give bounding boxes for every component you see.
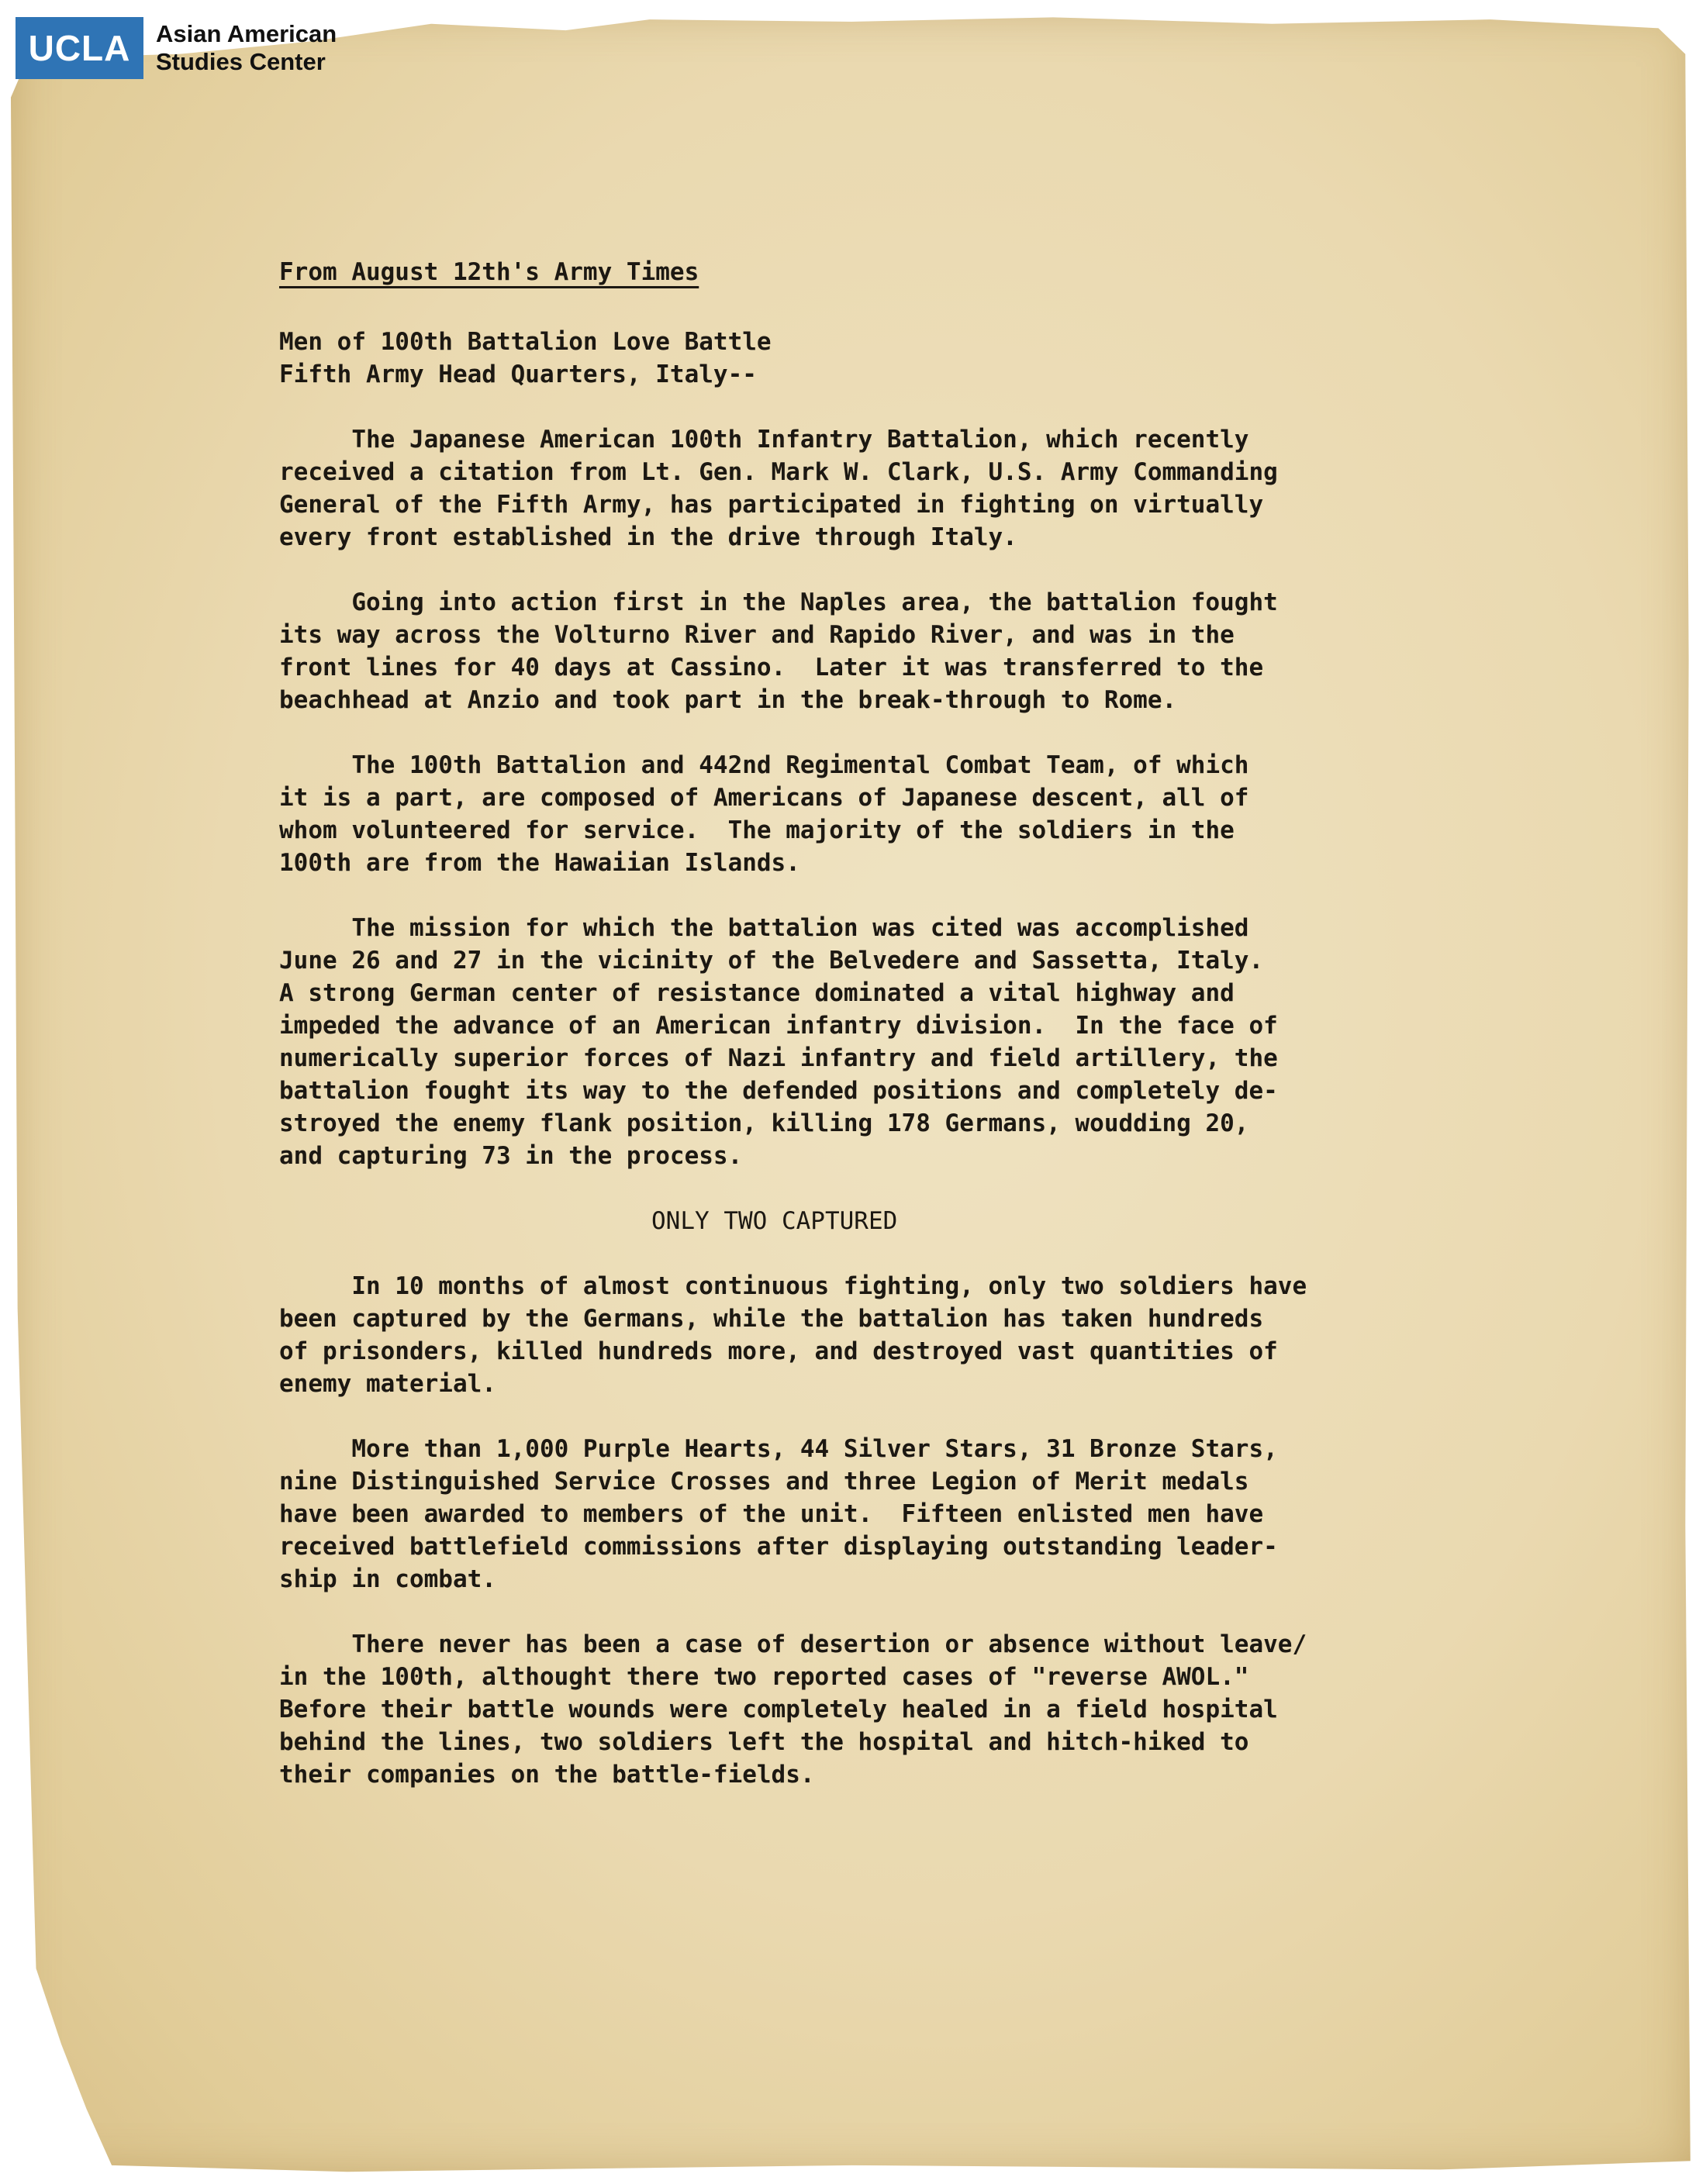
text-line: it is a part, are composed of Americans of Japanese descent, all of — [279, 784, 1249, 812]
text-line: beachhead at Anzio and took part in the break-through to Rome. — [279, 686, 1177, 714]
text-line: ship in combat. — [279, 1565, 496, 1593]
center-name-line1: Asian American — [156, 20, 337, 47]
dateline: Fifth Army Head Quarters, Italy-- — [279, 361, 757, 388]
center-name-line2: Studies Center — [156, 48, 326, 75]
text-line: behind the lines, two soldiers left the hospital and hitch-hiked to — [279, 1728, 1249, 1756]
text-line: their companies on the battle-fields. — [279, 1761, 815, 1789]
text-line: have been awarded to members of the unit. Fifteen enlisted men have — [279, 1500, 1264, 1528]
paragraph-campaign — [279, 586, 1442, 716]
text-line: The mission for which the battalion was cited was accomplished — [279, 914, 1249, 942]
text-line: enemy material. — [279, 1370, 496, 1398]
text-line: A strong German center of resistance dominated a vital highway and — [279, 979, 1235, 1007]
center-name — [156, 20, 337, 76]
text-line: Going into action first in the Naples area, the battalion fought — [279, 588, 1278, 616]
ucla-logo[interactable] — [16, 17, 337, 79]
subheading: ONLY TWO CAPTURED — [651, 1207, 898, 1235]
ucla-wordmark: UCLA — [16, 17, 143, 79]
text-line: its way across the Volturno River and Rapido River, and was in the — [279, 621, 1235, 649]
text-line: stroyed the enemy flank position, killing 178 Germans, woudding 20, — [279, 1109, 1249, 1137]
text-line: every front established in the drive through Italy. — [279, 523, 1017, 551]
text-line: received a citation from Lt. Gen. Mark W. Clark, U.S. Army Commanding — [279, 458, 1278, 486]
text-line: Before their battle wounds were completely healed in a field hospital — [279, 1696, 1278, 1723]
paragraph-awards — [279, 1433, 1442, 1596]
text-line: whom volunteered for service. The majority of the soldiers in the — [279, 816, 1235, 844]
text-line: been captured by the Germans, while the battalion has taken hundreds — [279, 1305, 1264, 1333]
text-line: battalion fought its way to the defended positions and completely de- — [279, 1077, 1278, 1105]
paragraph-captured — [279, 1270, 1442, 1400]
paragraph-composition — [279, 749, 1442, 879]
text-line: 100th are from the Hawaiian Islands. — [279, 849, 800, 877]
text-line: General of the Fifth Army, has participated in fighting on virtually — [279, 491, 1264, 519]
text-line: front lines for 40 days at Cassino. Later it was transferred to the — [279, 654, 1264, 681]
headline-block — [279, 326, 1442, 391]
paragraph-citation — [279, 423, 1442, 554]
text-line: of prisonders, killed hundreds more, and destroyed vast quantities of — [279, 1337, 1278, 1365]
text-line: The 100th Battalion and 442nd Regimental Combat Team, of which — [279, 751, 1249, 779]
text-line: nine Distinguished Service Crosses and three Legion of Merit medals — [279, 1468, 1249, 1496]
text-line: received battlefield commissions after displaying outstanding leader- — [279, 1533, 1278, 1561]
headline: Men of 100th Battalion Love Battle — [279, 328, 772, 356]
text-line: numerically superior forces of Nazi infantry and field artillery, the — [279, 1044, 1278, 1072]
source-line: From August 12th's Army Times — [279, 258, 699, 286]
paragraph-reverse-awol — [279, 1628, 1442, 1791]
text-line: There never has been a case of desertion or absence without leave/ — [279, 1630, 1307, 1658]
text-line: More than 1,000 Purple Hearts, 44 Silver Stars, 31 Bronze Stars, — [279, 1435, 1278, 1463]
paragraph-mission — [279, 912, 1442, 1172]
document-body — [279, 256, 1442, 1791]
text-line: June 26 and 27 in the vicinity of the Belvedere and Sassetta, Italy. — [279, 947, 1264, 975]
text-line: In 10 months of almost continuous fighting, only two soldiers have — [279, 1272, 1307, 1300]
text-line: in the 100th, althought there two reported cases of "reverse AWOL." — [279, 1663, 1249, 1691]
text-line: impeded the advance of an American infantry division. In the face of — [279, 1012, 1278, 1040]
text-line: and capturing 73 in the process. — [279, 1142, 743, 1170]
text-line: The Japanese American 100th Infantry Battalion, which recently — [279, 426, 1249, 454]
